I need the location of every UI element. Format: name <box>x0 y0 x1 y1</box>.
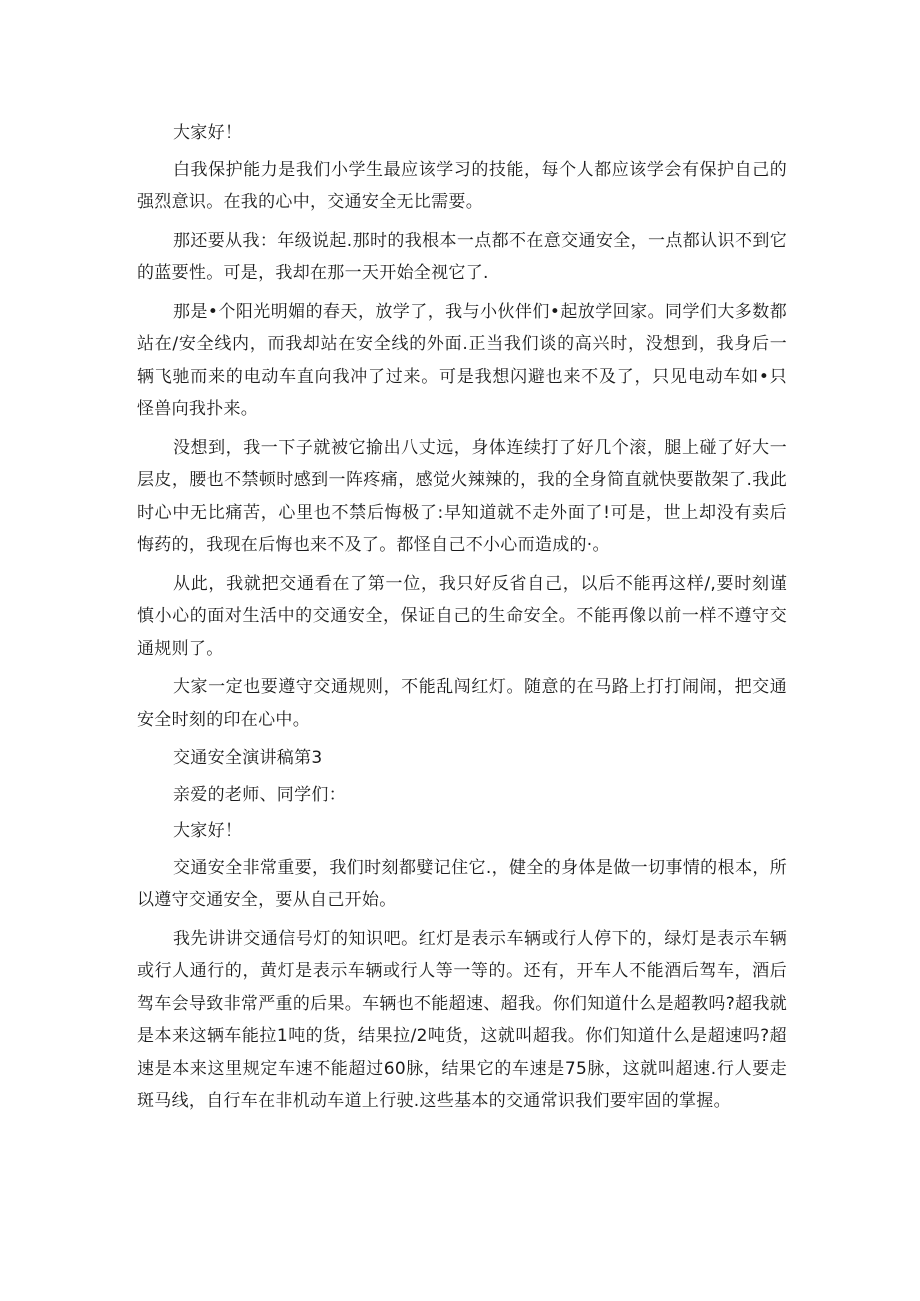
salutation: 亲爱的老师、同学们： <box>173 784 346 805</box>
body-paragraph: 我先讲讲交通信号灯的知识吧。红灯是表示车辆或行人停下的，绿灯是表示车辆或行人通行的，黄灯是表示车辆或行人等一等的。还有，开车人不能酒后驾车，酒后驾车会导致非常严重的后果。车辆也不能超速、超我。你们知道什么是超教吗?超我就是本来这辆车能拉1吨的货，结果拉/2吨货，这就叫超我。你们知道什么是超速吗?超速是本来这里规定车速不能超过60脉，结果它的车速是75脉，这就叫超速.行人要走斑马线，自行车在非机动车道上行驶.这些基本的交通常识我们要牢固的掌握。 <box>137 928 787 1111</box>
body-paragraph: 那还要从我：年级说起.那时的我根本一点都不在意交通安全，一点都认识不到它的蓝要性。可是，我却在那一天开始全视它了. <box>137 230 787 283</box>
body-paragraph: 大家一定也要遵守交通规则，不能乱闯红灯。随意的在马路上打打闹闹，把交通安全时刻的印在心中。 <box>137 677 787 730</box>
body-paragraph: 那是•个阳光明媚的春天，放学了，我与小伙伴们•起放学回家。同学们大多数都站在/安全线内，而我却站在安全线的外面.正当我们谈的高兴时，没想到，我身后一辆飞驰而来的电动车直向我冲了过来。可是我想闪避也来不及了，只见电动车如•只怪兽向我扑来。 <box>137 301 787 419</box>
body-paragraph: 白我保护能力是我们小学生最应该学习的技能，每个人都应该学会有保护自己的强烈意识。在我的心中，交通安全无比需要。 <box>137 159 787 212</box>
document-page <box>137 117 787 1124</box>
greeting-paragraph: 大家好！ <box>173 123 243 143</box>
body-paragraph: 没想到，我一下子就被它揄出八丈远，身体连续打了好几个滚，腿上碰了好大一层皮，腰也不禁顿时感到一阵疼痛，感觉火辣辣的，我的全身简直就快要散架了.我此时心中无比痛苦，心里也不禁后悔极了:早知道就不走外面了!可是，世上却没有卖后悔药的，我现在后悔也来不及了。都怪自己不小心而造成的·。 <box>137 437 787 555</box>
greeting-paragraph: 大家好！ <box>173 821 243 841</box>
body-paragraph: 从此，我就把交通看在了第一位，我只好反省自己，以后不能再这样/,要时刻谨慎小心的面对生活中的交通安全，保证自己的生命安全。不能再像以前一样不遵守交通规则了。 <box>137 573 787 659</box>
body-paragraph: 交通安全非常重要，我们时刻都嬖记住它.，健全的身体是做一切事情的根本，所以遵守交通安全，要从自己开始。 <box>137 857 787 910</box>
section-title: 交通安全演讲稿第3 <box>173 748 323 768</box>
